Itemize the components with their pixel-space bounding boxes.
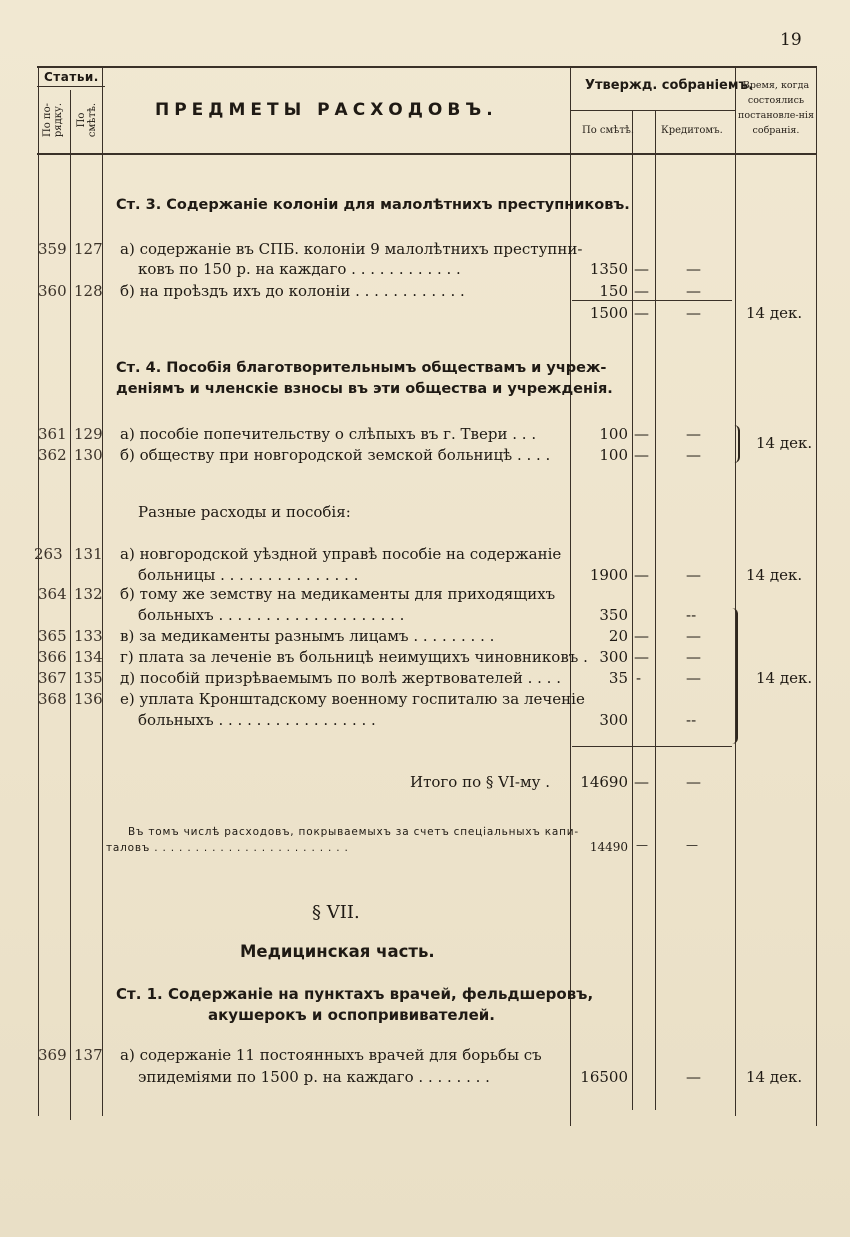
subtotal-credit: — xyxy=(686,304,701,322)
row-amount: 1350 xyxy=(589,260,628,278)
col-border-4 xyxy=(632,110,633,1110)
row-estimate-number: 127 xyxy=(74,240,103,258)
row-estimate-number: 135 xyxy=(74,669,103,687)
row-text: в) за медикаменты разнымъ лицамъ . . . . . . . . . xyxy=(120,627,495,645)
row-number: 367 xyxy=(38,669,67,687)
header-title: ПРЕДМЕТЫ РАСХОДОВЪ. xyxy=(155,100,498,120)
med-part-heading: Медицинская часть. xyxy=(240,942,435,961)
row-number: 364 xyxy=(38,585,67,603)
row-text: б) на проѣздъ ихъ до колоніи . . . . . . . . . . . . xyxy=(120,282,465,300)
page-number: 19 xyxy=(780,30,802,50)
row-amount: 300 xyxy=(599,711,628,729)
row-dash: — xyxy=(634,627,649,645)
row-dash: — xyxy=(634,648,649,666)
row-text: а) новгородской уѣздной управѣ пособіе на содержаніе xyxy=(120,545,562,563)
row-credit: — xyxy=(686,446,701,464)
row-credit: — xyxy=(686,627,701,645)
total-amount: 14690 xyxy=(580,773,628,791)
row-text-cont: больницы . . . . . . . . . . . . . . . xyxy=(138,566,359,584)
row-estimate-number: 131 xyxy=(74,545,103,563)
row-amount: 1900 xyxy=(589,566,628,584)
header-po-poryadku: По по- рядку. xyxy=(42,102,64,138)
section-st3-title: Ст. 3. Содержаніе колоніи для малолѣтнихъ преступниковъ. xyxy=(116,197,630,213)
row-amount: 16500 xyxy=(580,1068,628,1086)
total-label: Итого по § VІ-му . xyxy=(410,773,550,791)
section-st4-title-cont: деніямъ и членскіе взносы въ эти общества и учрежденія. xyxy=(116,381,613,397)
header-kreditom: Кредитомъ. xyxy=(661,125,723,136)
row-amount: 100 xyxy=(599,425,628,443)
row-estimate-number: 134 xyxy=(74,648,103,666)
row-estimate-number: 132 xyxy=(74,585,103,603)
row-estimate-number: 136 xyxy=(74,690,103,708)
col-border-3 xyxy=(570,66,571,1126)
row-estimate-number: 128 xyxy=(74,282,103,300)
row-amount: 300 xyxy=(599,648,628,666)
row-dash: - xyxy=(636,669,642,687)
subtotal-amount: 1500 xyxy=(589,304,628,322)
col-border-5 xyxy=(735,66,736,1116)
row-dash: — xyxy=(634,446,649,464)
note-line: Въ томъ числѣ расходовъ, покрываемыхъ за счетъ спеціальныхъ капи- xyxy=(128,826,579,838)
row-text: г) плата за леченіе въ больницѣ неимущихъ чиновниковъ . xyxy=(120,648,588,666)
row-estimate-number: 129 xyxy=(74,425,103,443)
row-text: е) уплата Кронштадскому военному госпиталю за леченіе xyxy=(120,690,585,708)
total-credit: — xyxy=(686,773,701,791)
note-line-cont: таловъ . . . . . . . . . . . . . . . . . . . . . . . . xyxy=(106,842,349,854)
row-estimate-number: 133 xyxy=(74,627,103,645)
row-credit: — xyxy=(686,425,701,443)
row-text-cont: ковъ по 150 р. на каждаго . . . . . . . . . . . . xyxy=(138,260,461,278)
row-amount: 20 xyxy=(608,627,628,645)
total-rule xyxy=(572,746,732,747)
row-credit: -- xyxy=(686,711,697,729)
header-bottom-rule xyxy=(37,153,817,155)
header-time-when: Время, когда состоялись постановле-нія собранія. xyxy=(738,80,814,136)
row-dash: — xyxy=(634,260,649,278)
row-number: 263 xyxy=(34,545,63,563)
row-credit: — xyxy=(686,282,701,300)
row-text: д) пособій призрѣваемымъ по волѣ жертвователей . . . . xyxy=(120,669,561,687)
row-date: 14 дек. xyxy=(756,434,813,452)
row-text: а) содержаніе 11 постоянныхъ врачей для борьбы съ xyxy=(120,1046,542,1064)
row-amount: 100 xyxy=(599,446,628,464)
approved-under-rule xyxy=(570,110,735,111)
header-approved: Утвержд. собраніемъ. xyxy=(585,78,754,93)
section-st4-title: Ст. 4. Пособія благотворительнымъ обществамъ и учреж- xyxy=(116,360,607,376)
row-credit: — xyxy=(686,1068,701,1086)
row-credit: -- xyxy=(686,606,697,624)
header-po-smete-col: По смѣтѣ. xyxy=(582,125,635,136)
row-date: 14 дек. xyxy=(746,1068,803,1086)
row-number: 362 xyxy=(38,446,67,464)
row-text: а) содержаніе въ СПБ. колоніи 9 малолѣтнихъ преступни- xyxy=(120,240,583,258)
row-credit: — xyxy=(686,260,701,278)
row-dash: — xyxy=(634,425,649,443)
row-number: 369 xyxy=(38,1046,67,1064)
row-number: 368 xyxy=(38,690,67,708)
row-credit: — xyxy=(686,648,701,666)
brace xyxy=(734,425,740,463)
row-amount: 350 xyxy=(599,606,628,624)
row-amount: 150 xyxy=(599,282,628,300)
row-number: 360 xyxy=(38,282,67,300)
table-top-rule xyxy=(37,66,817,68)
row-dash: — xyxy=(634,282,649,300)
row-date: 14 дек. xyxy=(756,669,813,687)
row-text-cont: больныхъ . . . . . . . . . . . . . . . . . xyxy=(138,711,376,729)
header-statyi: Статьи. xyxy=(44,70,99,84)
brace xyxy=(732,608,738,744)
row-text: б) обществу при новгородской земской больницѣ . . . . xyxy=(120,446,551,464)
row-date: 14 дек. xyxy=(746,304,803,322)
total-dash: — xyxy=(634,773,649,791)
row-number: 361 xyxy=(38,425,67,443)
row-estimate-number: 130 xyxy=(74,446,103,464)
subtotal-dash: — xyxy=(634,304,649,322)
row-credit: — xyxy=(686,566,701,584)
section-st1-title: Ст. 1. Содержаніе на пунктахъ врачей, фельдшеровъ, xyxy=(116,985,594,1003)
note-dash: — xyxy=(636,838,648,852)
col-border-right xyxy=(816,66,817,1126)
col-border-1 xyxy=(70,90,71,1120)
subtotal-rule xyxy=(572,300,732,301)
row-text-cont: эпидеміями по 1500 р. на каждаго . . . . . . . . xyxy=(138,1068,490,1086)
section-misc-title: Разные расходы и пособія: xyxy=(138,503,351,521)
row-text: а) пособіе попечительству о слѣпыхъ въ г. Твери . . . xyxy=(120,425,537,443)
row-amount: 35 xyxy=(608,669,628,687)
section-st1-title-cont: акушерокъ и оспопрививателей. xyxy=(208,1006,495,1024)
row-number: 366 xyxy=(38,648,67,666)
row-text: б) тому же земству на медикаменты для приходящихъ xyxy=(120,585,556,603)
col-border-4b xyxy=(655,110,656,1110)
note-amount: 14490 xyxy=(589,840,628,854)
header-po-smete: По смѣтѣ. xyxy=(76,102,98,138)
row-number: 359 xyxy=(38,240,67,258)
note-credit: — xyxy=(686,838,698,852)
row-date: 14 дек. xyxy=(746,566,803,584)
row-estimate-number: 137 xyxy=(74,1046,103,1064)
paragraph-heading: § VII. xyxy=(312,902,360,923)
statyi-under-rule xyxy=(37,86,105,87)
row-text-cont: больныхъ . . . . . . . . . . . . . . . . . . . . xyxy=(138,606,405,624)
row-credit: — xyxy=(686,669,701,687)
row-dash: — xyxy=(634,566,649,584)
row-number: 365 xyxy=(38,627,67,645)
